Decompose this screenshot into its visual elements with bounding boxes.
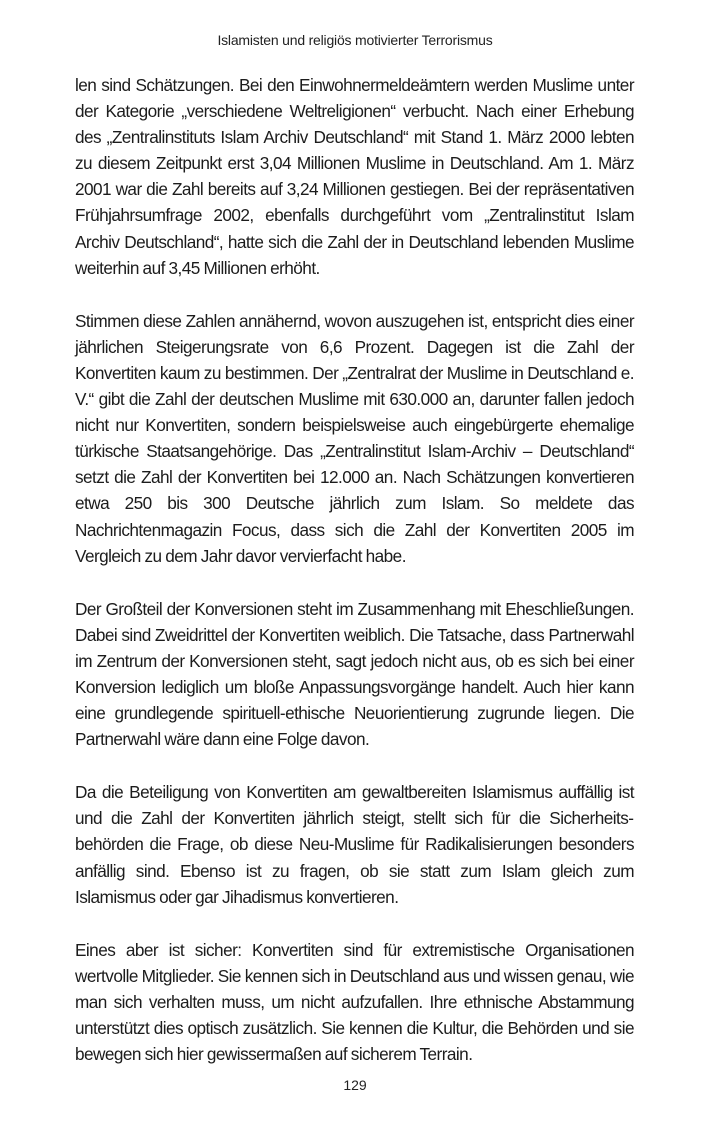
paragraph: Der Großteil der Konversionen steht im Zusammenhang mit Eheschließungen. Dabei sind Zweidrittel der Konvertiten weiblich. Die Tatsache, dass Partnerwahl im Zentrum der Konversionen steht, sagt jedoch nicht aus, ob es sich bei einer Konversion lediglich um bloße Anpassungsvorgänge handelt. Auch hier kann eine grundlegende spirituell-ethische Neuorientierung zugrunde liegen. Die Partnerwahl wäre dann eine Folge davon. — [75, 598, 634, 750]
paragraph: Da die Beteiligung von Konvertiten am gewaltbereiten Islamismus auffällig ist und die Zahl der Konvertiten jährlich steigt, stellt sich für die Sicherheitsbehörden die Frage, ob diese Neu-Muslime für Radikalisierungen besonders anfällig sind. Ebenso ist zu fragen, ob sie statt zum Islam gleich zum Islamismus oder gar Jihadismus konvertieren. — [75, 782, 634, 907]
body-text — [75, 72, 634, 1067]
paragraph: len sind Schätzungen. Bei den Einwohnermeldeämtern werden Muslime unter der Kategorie „verschiedene Weltreligionen“ verbucht. Nach einer Erhebung des „Zentralinstituts Islam Archiv Deutschland“ mit Stand 1. März 2000 lebten zu diesem Zeitpunkt erst 3,04 Millionen Muslime in Deutschland. Am 1. März 2001 war die Zahl bereits auf 3,24 Millionen gestiegen. Bei der repräsentativen Frühjahrsumfrage 2002, ebenfalls durchgeführt vom „Zentralinstitut Islam Archiv Deutschland“, hatte sich die Zahl der in Deutschland lebenden Muslime weiterhin auf 3,45 Millionen erhöht. — [75, 75, 634, 278]
running-header: Islamisten und religiös motivierter Terrorismus — [217, 32, 493, 48]
paragraph: Stimmen diese Zahlen annähernd, wovon auszugehen ist, entspricht dies einer jährlichen Steigerungsrate von 6,6 Prozent. Dagegen ist die Zahl der Konvertiten kaum zu bestimmen. Der „Zentralrat der Muslime in Deutschland e. V.“ gibt die Zahl der deutschen Muslime mit 630.000 an, darunter fallen jedoch nicht nur Konvertiten, sondern beispielsweise auch eingebürgerte ehemalige türkische Staatsangehörige. Das „Zentralinstitut Islam-Archiv – Deutschland“ setzt die Zahl der Konvertiten bei 12.000 an. Nach Schätzungen konvertieren etwa 250 bis 300 Deutsche jährlich zum Islam. So meldete das Nachrichtenmagazin Focus, dass sich die Zahl der Konvertiten 2005 im Vergleich zu dem Jahr davor vervierfacht habe. — [75, 310, 634, 566]
paragraph: Eines aber ist sicher: Konvertiten sind für extremistische Organisationen wertvolle Mitglieder. Sie kennen sich in Deutschland aus und wissen genau, wie man sich verhalten muss, um nicht aufzufallen. Ihre ethnische Abstammung unterstützt dies optisch zusätzlich. Sie kennen die Kultur, die Behörden und sie bewegen sich hier gewissermaßen auf sicherem Terrain. — [75, 939, 634, 1065]
page-number: 129 — [343, 1077, 367, 1093]
